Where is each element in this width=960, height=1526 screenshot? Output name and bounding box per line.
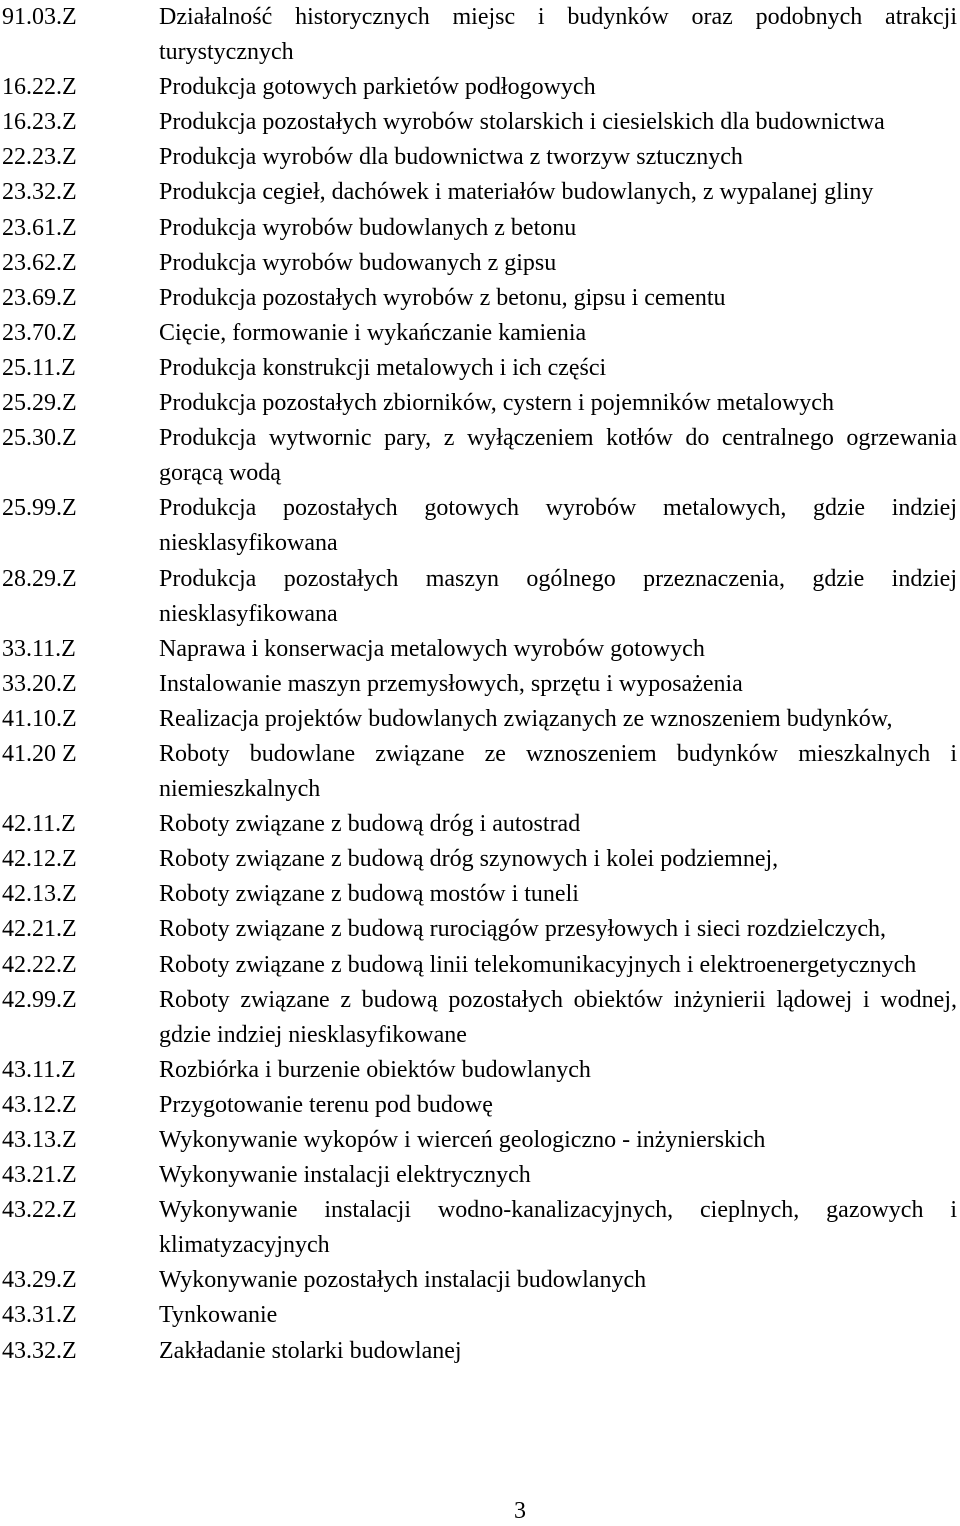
activity-description: Produkcja wytwornic pary, z wyłączeniem kotłów do centralnego ogrzewania gorącą wodą <box>159 425 957 487</box>
pkd-code: 42.13.Z <box>2 881 77 908</box>
activity-description: Roboty związane z budową rurociągów przesyłowych i sieci rozdzielczych, <box>159 916 887 943</box>
pkd-code: 42.99.Z <box>2 986 77 1013</box>
pkd-code: 25.30.Z <box>2 425 77 452</box>
list-item <box>0 316 960 351</box>
activity-description: Rozbiórka i burzenie obiektów budowlanych <box>159 1056 591 1083</box>
pkd-code: 16.22.Z <box>2 74 77 101</box>
activity-description: Produkcja pozostałych zbiorników, cystern i pojemników metalowych <box>159 390 834 417</box>
activity-description: Produkcja cegieł, dachówek i materiałów budowlanych, z wypalanej gliny <box>159 179 874 206</box>
activity-description: Przygotowanie terenu pod budowę <box>159 1091 493 1118</box>
list-item <box>0 807 960 842</box>
pkd-code: 23.32.Z <box>2 179 77 206</box>
activity-description: Roboty związane z budową dróg i autostrad <box>159 811 581 838</box>
pkd-code: 43.32.Z <box>2 1337 77 1364</box>
list-item <box>0 737 960 807</box>
activity-description: Produkcja pozostałych maszyn ogólnego przeznaczenia, gdzie indziej niesklasyfikowana <box>159 565 957 627</box>
pkd-code: 22.23.Z <box>2 144 77 171</box>
pkd-code: 41.20 Z <box>2 740 77 767</box>
activity-description: Produkcja konstrukcji metalowych i ich części <box>159 354 607 381</box>
pkd-code: 23.61.Z <box>2 214 77 241</box>
page-number: 3 <box>514 1498 526 1524</box>
list-item <box>0 562 960 632</box>
pkd-code: 42.22.Z <box>2 951 77 978</box>
list-item <box>0 0 960 70</box>
pkd-code: 43.29.Z <box>2 1267 77 1294</box>
list-item <box>0 1298 960 1333</box>
pkd-code: 23.70.Z <box>2 319 77 346</box>
list-item <box>0 632 960 667</box>
pkd-code: 25.11.Z <box>2 354 76 381</box>
activity-description: Roboty budowlane związane ze wznoszeniem budynków mieszkalnych i niemieszkalnych <box>159 740 957 803</box>
activity-description: Produkcja wyrobów dla budownictwa z tworzyw sztucznych <box>159 144 743 171</box>
activity-description: Tynkowanie <box>159 1302 278 1329</box>
activity-description: Realizacja projektów budowlanych związanych ze wznoszeniem budynków, <box>159 705 893 732</box>
activity-description: Roboty związane z budową dróg szynowych i kolei podziemnej, <box>159 846 779 873</box>
activity-description: Produkcja pozostałych wyrobów stolarskich i ciesielskich dla budownictwa <box>159 109 885 136</box>
list-item <box>0 1088 960 1123</box>
list-item <box>0 877 960 912</box>
activity-description: Produkcja wyrobów budowlanych z betonu <box>159 214 577 241</box>
pkd-code: 23.62.Z <box>2 249 77 276</box>
pkd-code: 28.29.Z <box>2 565 77 592</box>
activity-description: Roboty związane z budową mostów i tuneli <box>159 881 579 908</box>
activity-description: Zakładanie stolarki budowlanej <box>159 1337 462 1364</box>
pkd-code: 33.20.Z <box>2 670 77 697</box>
pkd-code: 42.21.Z <box>2 916 77 943</box>
activity-description: Instalowanie maszyn przemysłowych, sprzętu i wyposażenia <box>159 670 743 697</box>
list-item <box>0 246 960 281</box>
activity-description: Produkcja pozostałych gotowych wyrobów metalowych, gdzie indziej niesklasyfikowana <box>159 495 957 557</box>
list-item <box>0 667 960 702</box>
list-item <box>0 211 960 246</box>
list-item <box>0 140 960 175</box>
list-item <box>0 1123 960 1158</box>
list-item <box>0 948 960 983</box>
list-item <box>0 175 960 210</box>
pkd-code: 43.11.Z <box>2 1056 76 1083</box>
list-item <box>0 1334 960 1369</box>
activity-description: Wykonywanie instalacji elektrycznych <box>159 1162 531 1189</box>
activity-description: Działalność historycznych miejsc i budynków oraz podobnych atrakcji turystycznych <box>159 4 957 66</box>
list-item <box>0 1263 960 1298</box>
pkd-code: 43.31.Z <box>2 1302 77 1329</box>
list-item <box>0 351 960 386</box>
pkd-code: 42.12.Z <box>2 846 77 873</box>
list-item <box>0 983 960 1053</box>
list-item <box>0 1053 960 1088</box>
pkd-code: 33.11.Z <box>2 635 76 662</box>
list-item <box>0 386 960 421</box>
pkd-code: 42.11.Z <box>2 811 76 838</box>
pkd-code: 43.21.Z <box>2 1162 77 1189</box>
list-item <box>0 912 960 947</box>
activity-description: Produkcja pozostałych wyrobów z betonu, gipsu i cementu <box>159 284 726 311</box>
activity-description: Wykonywanie instalacji wodno-kanalizacyjnych, cieplnych, gazowych i klimatyzacyjnych <box>159 1197 957 1259</box>
activity-description: Cięcie, formowanie i wykańczanie kamienia <box>159 319 587 346</box>
pkd-code: 91.03.Z <box>2 4 77 30</box>
activity-description: Roboty związane z budową linii telekomunikacyjnych i elektroenergetycznych <box>159 951 917 978</box>
pkd-code: 16.23.Z <box>2 109 77 136</box>
pkd-code: 43.12.Z <box>2 1091 77 1118</box>
pkd-code: 43.22.Z <box>2 1197 77 1224</box>
activity-description: Produkcja wyrobów budowanych z gipsu <box>159 249 557 276</box>
list-item <box>0 281 960 316</box>
activity-description: Wykonywanie wykopów i wierceń geologiczno - inżynierskich <box>159 1127 766 1153</box>
pkd-code: 41.10.Z <box>2 705 77 732</box>
activity-description: Naprawa i konserwacja metalowych wyrobów gotowych <box>159 635 705 662</box>
list-item <box>0 70 960 105</box>
pkd-code: 25.99.Z <box>2 495 77 522</box>
activity-description: Wykonywanie pozostałych instalacji budowlanych <box>159 1267 647 1294</box>
pkd-code: 25.29.Z <box>2 390 77 417</box>
list-item <box>0 842 960 877</box>
list-item <box>0 702 960 737</box>
activity-description: Roboty związane z budową pozostałych obiektów inżynierii lądowej i wodnej, gdzie indziej niesklasyfikowane <box>159 986 957 1048</box>
list-item <box>0 491 960 561</box>
list-item <box>0 421 960 491</box>
pkd-code: 43.13.Z <box>2 1127 77 1153</box>
activity-description: Produkcja gotowych parkietów podłogowych <box>159 74 596 101</box>
list-item <box>0 1193 960 1263</box>
list-item <box>0 105 960 140</box>
pkd-code: 23.69.Z <box>2 284 77 311</box>
list-item <box>0 1158 960 1193</box>
